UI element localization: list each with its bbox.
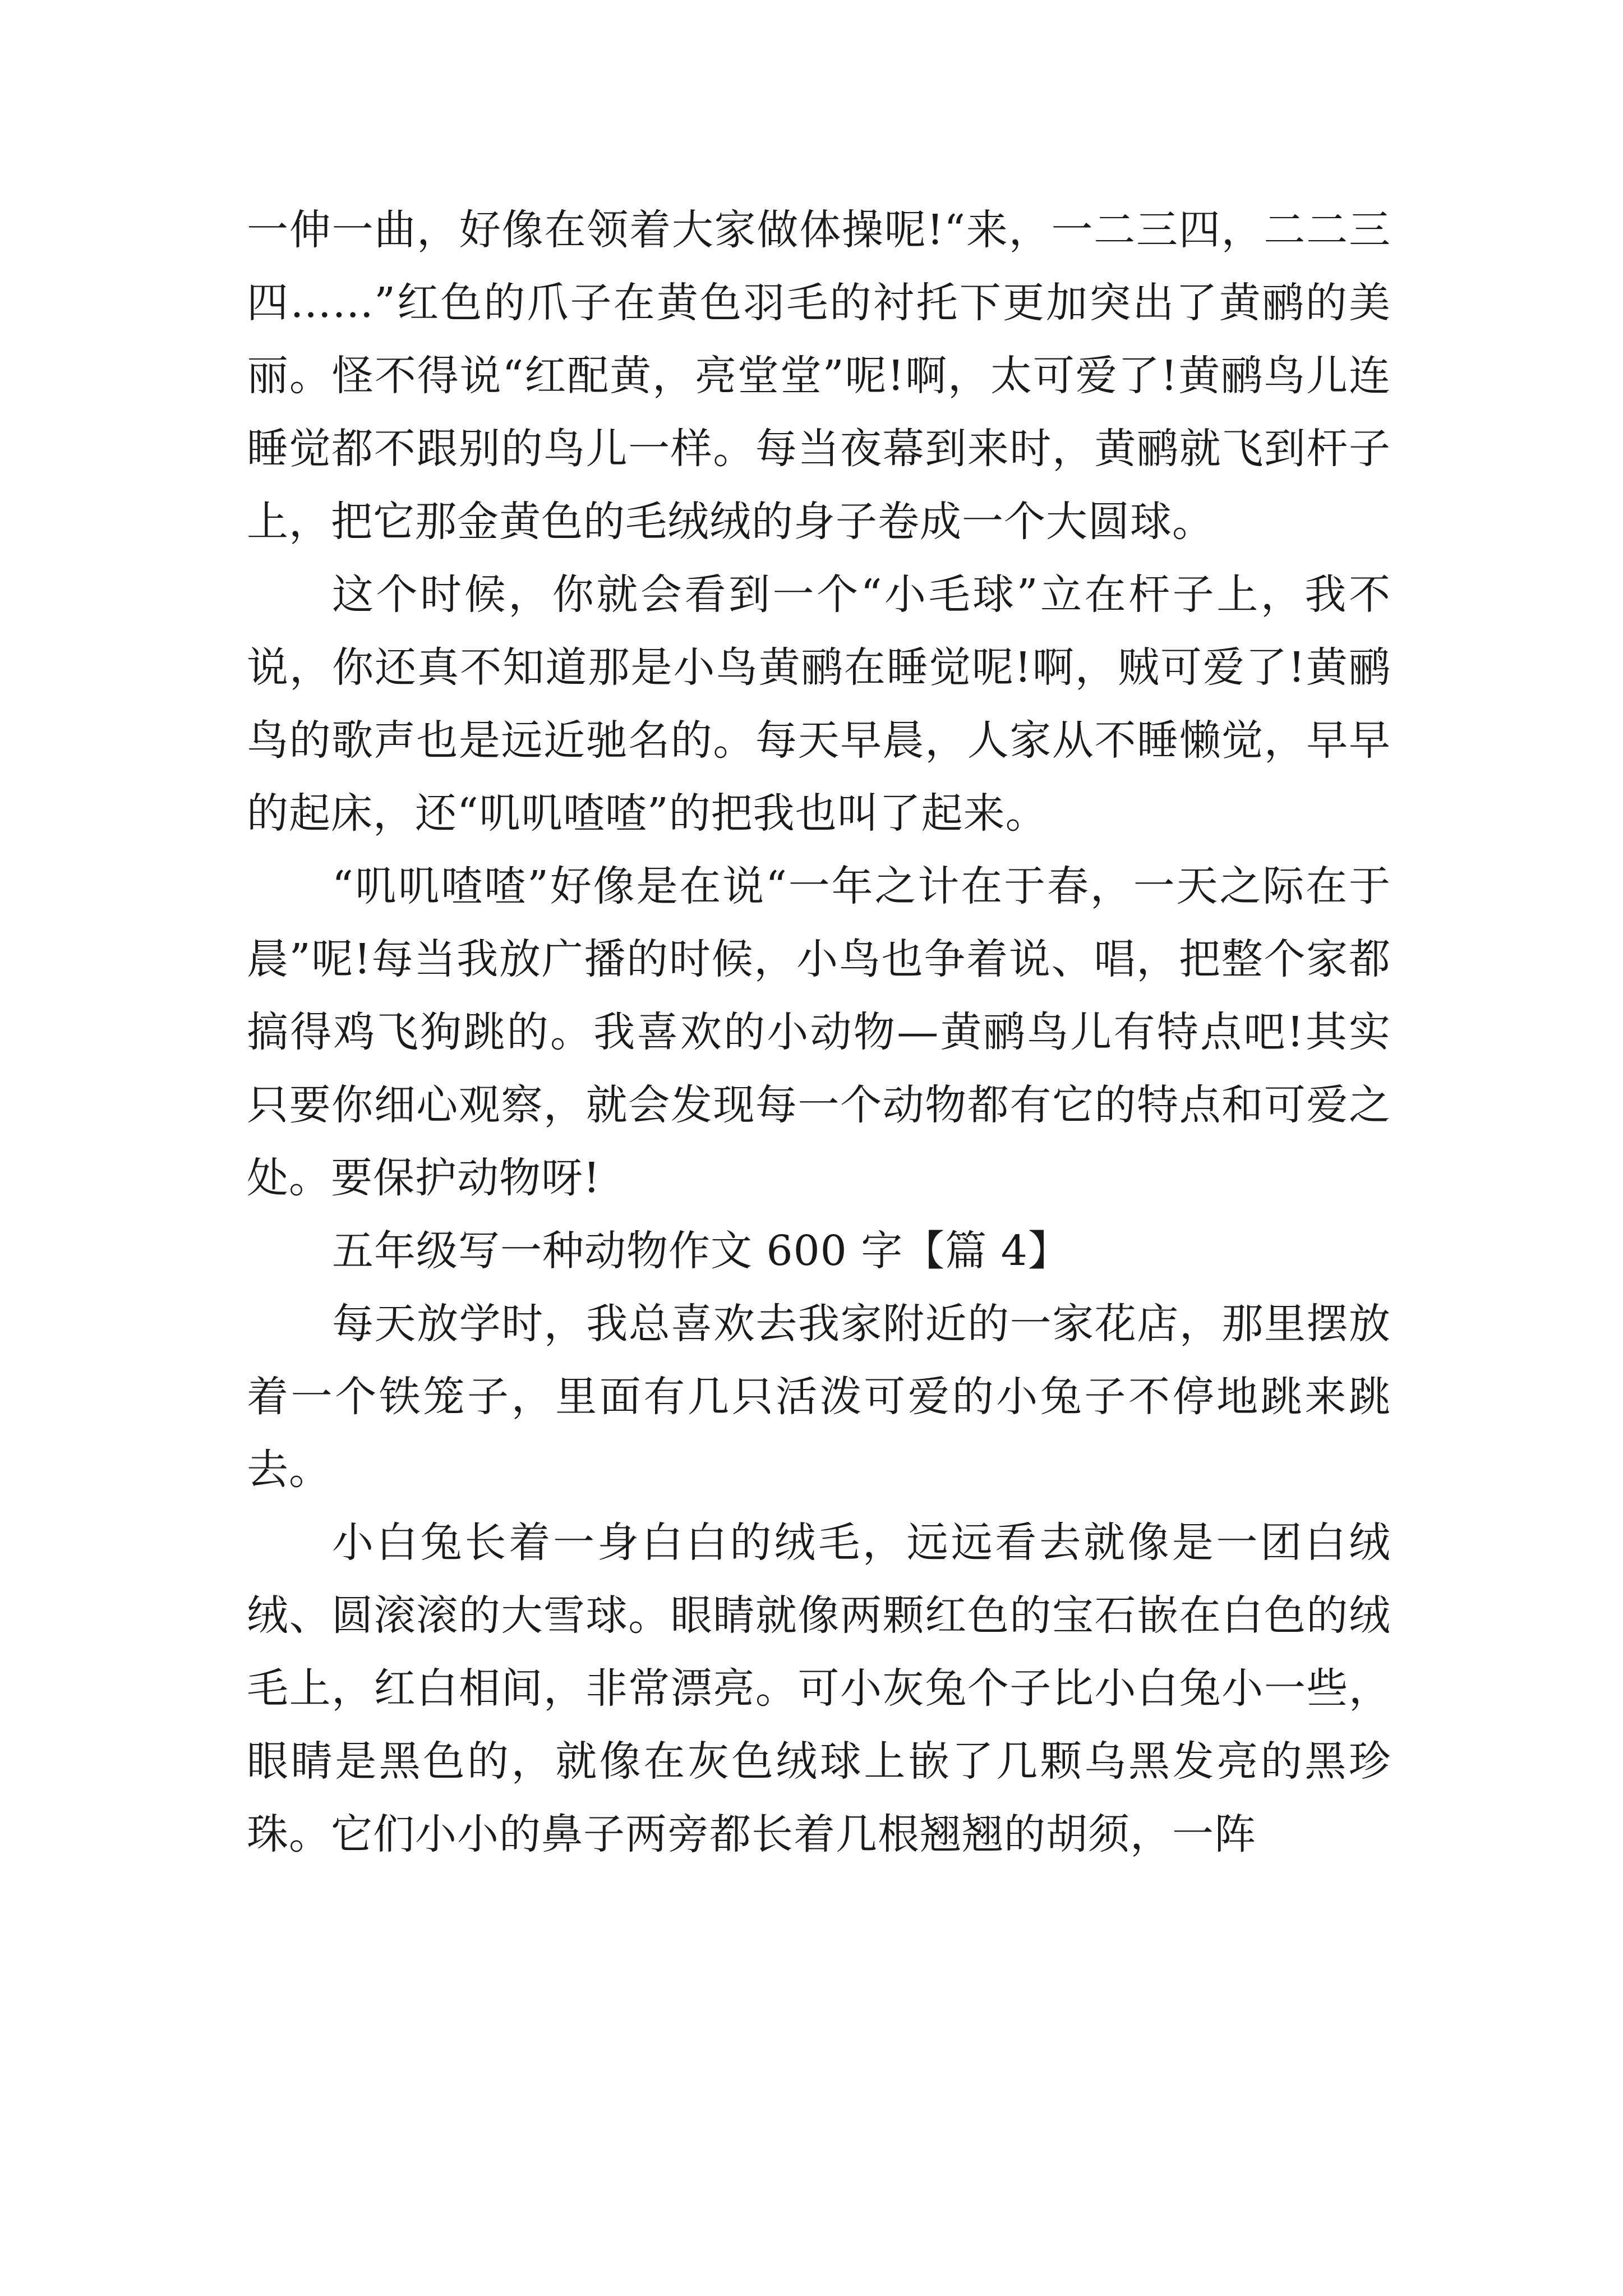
essay-body [247,194,1391,1871]
paragraph: “叽叽喳喳”好像是在说“一年之计在于春，一天之际在于晨”呢!每当我放广播的时候，小鸟也争着说、唱，把整个家都搞得鸡飞狗跳的。我喜欢的小动物—黄鹂鸟儿有特点吧!其实只要你细心观察，就会发现每一个动物都有它的特点和可爱之处。要保护动物呀! [247,862,1391,1202]
paragraph-continuation: 一伸一曲，好像在领着大家做体操呢!“来，一二三四，二二三四……”红色的爪子在黄色羽毛的衬托下更加突出了黄鹂的美丽。怪不得说“红配黄，亮堂堂”呢!啊，太可爱了!黄鹂鸟儿连睡觉都不跟别的鸟儿一样。每当夜幕到来时，黄鹂就飞到杆子上，把它那金黄色的毛绒绒的身子卷成一个大圆球。 [247,206,1391,546]
section-heading: 五年级写一种动物作文 600 字【篇 4】 [332,1227,1070,1275]
paragraph: 小白兔长着一身白白的绒毛，远远看去就像是一团白绒绒、圆滚滚的大雪球。眼睛就像两颗红色的宝石嵌在白色的绒毛上，红白相间，非常漂亮。可小灰兔个子比小白兔小一些，眼睛是黑色的，就像在灰色绒球上嵌了几颗乌黑发亮的黑珍珠。它们小小的鼻子两旁都长着几根翘翘的胡须，一阵 [247,1519,1391,1858]
paragraph: 这个时候，你就会看到一个“小毛球”立在杆子上，我不说，你还真不知道那是小鸟黄鹂在睡觉呢!啊，贼可爱了!黄鹂鸟的歌声也是远近驰名的。每天早晨，人家从不睡懒觉，早早的起床，还“叽叽喳喳”的把我也叫了起来。 [247,570,1391,838]
paragraph: 每天放学时，我总喜欢去我家附近的一家花店，那里摆放着一个铁笼子，里面有几只活泼可爱的小兔子不停地跳来跳去。 [247,1300,1391,1494]
